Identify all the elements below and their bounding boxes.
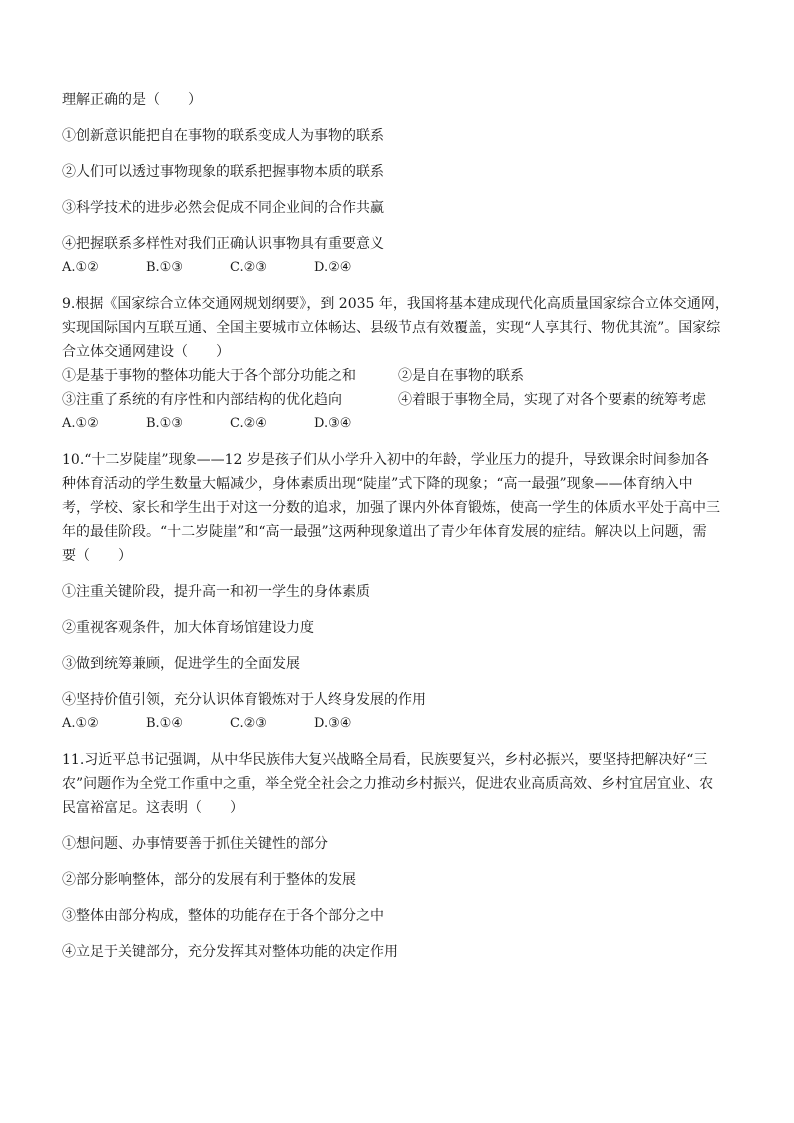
question-stem: 11.习近平总书记强调，从中华民族伟大复兴战略全局看，民族要复兴，乡村必振兴，要坚持把解决好“三 bbox=[62, 752, 708, 768]
question-8 bbox=[62, 88, 734, 280]
question-stem: 年的最佳阶段。“十二岁陡崖”和“高一最强”这两种现象道出了青少年体育发展的症结。解决以上问题，需 bbox=[62, 524, 707, 540]
option-a: A.①② bbox=[62, 260, 99, 275]
exam-page bbox=[62, 88, 734, 964]
option-a: A.①② bbox=[62, 716, 99, 731]
option-c: C.②③ bbox=[230, 260, 267, 275]
answer-item: ①创新意识能把自在事物的联系变成人为事物的联系 bbox=[62, 128, 384, 144]
question-stem: 民富裕富足。这表明（ ） bbox=[62, 800, 244, 816]
option-d: D.③④ bbox=[314, 716, 352, 731]
question-stem: 考，学校、家长和学生出于对这一分数的追求，加强了课内外体育锻炼，使高一学生的体质水平处于高中三 bbox=[62, 500, 720, 516]
answer-item: ②是自在事物的联系 bbox=[398, 368, 524, 384]
question-stem: 种体育活动的学生数量大幅减少，身体素质出现“陡崖”式下降的现象；“高一最强”现象——体育纳入中 bbox=[62, 476, 693, 492]
option-row bbox=[62, 256, 734, 280]
answer-item: ①是基于事物的整体功能大于各个部分功能之和 bbox=[62, 368, 356, 384]
option-b: B.①④ bbox=[146, 716, 183, 731]
option-c: C.②③ bbox=[230, 716, 267, 731]
answer-item: ②重视客观条件，加大体育场馆建设力度 bbox=[62, 620, 314, 636]
answer-item: ④把握联系多样性对我们正确认识事物具有重要意义 bbox=[62, 236, 384, 252]
answer-item-pair bbox=[62, 364, 734, 388]
answer-item: ③注重了系统的有序性和内部结构的优化趋向 bbox=[62, 392, 342, 408]
answer-item: ③整体由部分构成，整体的功能存在于各个部分之中 bbox=[62, 908, 384, 924]
answer-item: ②人们可以透过事物现象的联系把握事物本质的联系 bbox=[62, 164, 384, 180]
answer-item: ④坚持价值引领，充分认识体育锻炼对于人终身发展的作用 bbox=[62, 692, 426, 708]
question-stem: 合立体交通网建设（ ） bbox=[62, 344, 230, 360]
question-9 bbox=[62, 292, 734, 436]
answer-item: ③做到统筹兼顾，促进学生的全面发展 bbox=[62, 656, 300, 672]
question-11 bbox=[62, 748, 734, 964]
answer-item-pair bbox=[62, 388, 734, 412]
question-stem: 理解正确的是（ ） bbox=[62, 92, 202, 108]
option-row bbox=[62, 712, 734, 736]
question-stem: 实现国际国内互联互通、全国主要城市立体畅达、县级节点有效覆盖，实现“人享其行、物优其流”。国家综 bbox=[62, 320, 721, 336]
option-b: B.①③ bbox=[146, 260, 183, 275]
answer-item: ①注重关键阶段，提升高一和初一学生的身体素质 bbox=[62, 584, 370, 600]
question-stem: 9.根据《国家综合立体交通网规划纲要》，到 2035 年，我国将基本建成现代化高质量国家综合立体交通网， bbox=[62, 296, 729, 312]
option-d: D.③④ bbox=[314, 416, 352, 431]
option-c: C.②④ bbox=[230, 416, 267, 431]
option-b: B.①③ bbox=[146, 416, 183, 431]
answer-item: ④着眼于事物全局，实现了对各个要素的统筹考虑 bbox=[398, 392, 706, 408]
option-a: A.①② bbox=[62, 416, 99, 431]
question-10 bbox=[62, 448, 734, 736]
option-row bbox=[62, 412, 734, 436]
answer-item: ①想问题、办事情要善于抓住关键性的部分 bbox=[62, 836, 328, 852]
answer-item: ②部分影响整体，部分的发展有利于整体的发展 bbox=[62, 872, 356, 888]
option-d: D.②④ bbox=[314, 260, 352, 275]
question-stem: 农”问题作为全党工作重中之重，举全党全社会之力推动乡村振兴，促进农业高质高效、乡村宜居宜业、农 bbox=[62, 776, 714, 792]
answer-item: ③科学技术的进步必然会促成不同企业间的合作共赢 bbox=[62, 200, 384, 216]
answer-item: ④立足于关键部分，充分发挥其对整体功能的决定作用 bbox=[62, 944, 398, 960]
question-stem: 要（ ） bbox=[62, 548, 132, 564]
question-stem: 10.“十二岁陡崖”现象——12 岁是孩子们从小学升入初中的年龄，学业压力的提升，导致课余时间参加各 bbox=[62, 452, 709, 468]
